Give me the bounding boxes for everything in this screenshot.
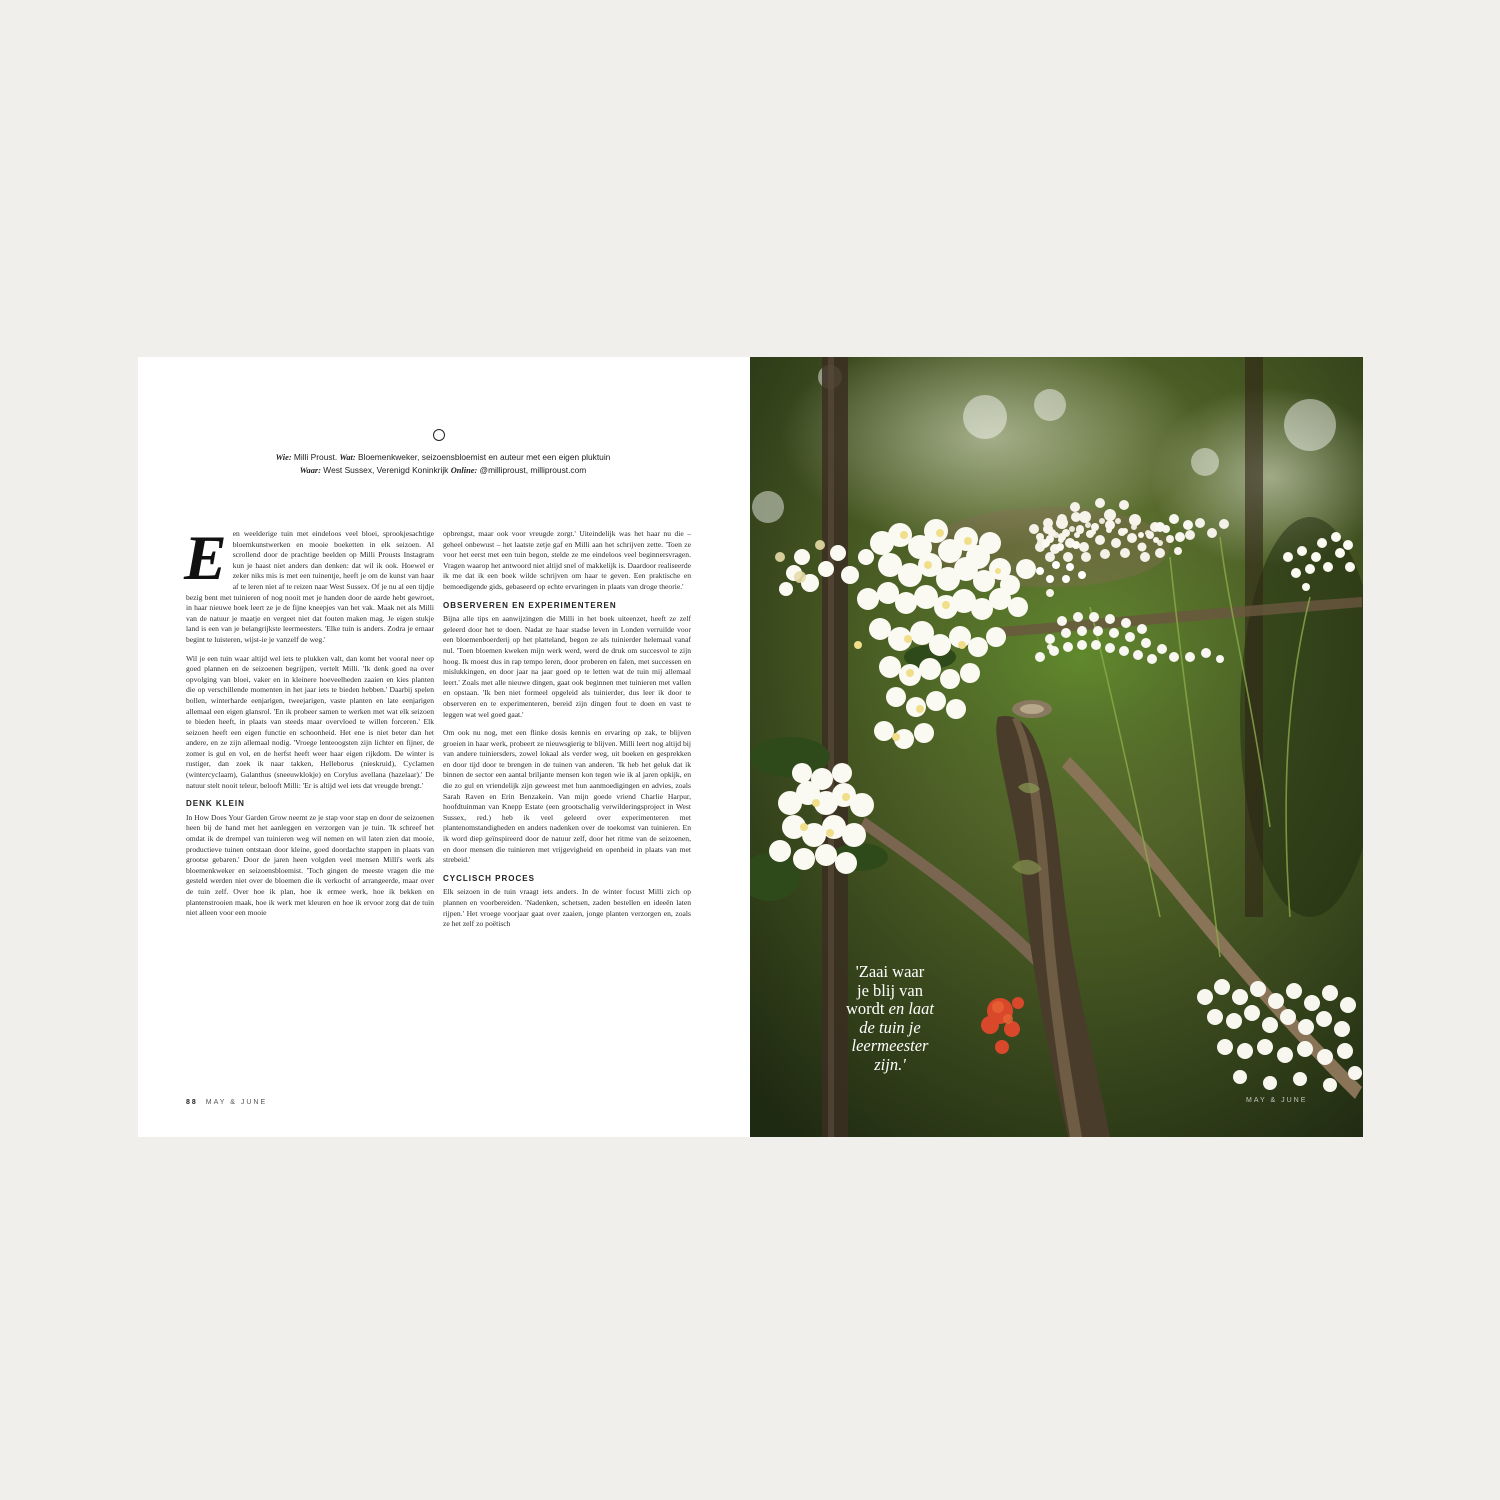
body-paragraph: In How Does Your Garden Grow neemt ze je stap voor stap en door de seizoenen heen bij de hand met het aanleggen en verzorgen van je tuin. 'Ik schreef het omdat ik de drempel van tuinieren weg wil nemen en wil laten zien dat mooie, productieve tuinen ontstaan door kleine, goed doordachte stappen in plaats van grootse gebaren.' Door de jaren heen volgden veel mensen Milli's werk als bloemenkweker en seizoensbloemist. 'Toch gingen de meeste vragen die me gesteld werden niet over de bloemen die ik verkocht of arrangeerde, maar over de tuin zelf. Over hoe ik plan, hoe ik ermee werk, hoe ik bekken en plantenstrooien maak, hoe ik werk met kleuren en hoe ik ervoor zorg dat de tuin niet alleen voor een mooie <box>186 812 434 918</box>
subheading-observeren: OBSERVEREN EN EXPERIMENTEREN <box>443 600 617 610</box>
quote-line-3b: en laat <box>888 999 934 1018</box>
pull-quote <box>832 963 948 1074</box>
body-paragraph: Om ook nu nog, met een flinke dosis kennis en ervaring op zak, te blijven groeien in haar werk, probeert ze nieuwsgierig te blijven. Milli leert nog altijd bij van andere tuiniersders, zowel lokaal als verder weg, uit boeken en gesprekken en door tijd door te brengen in de tuinen van anderen. 'Ik heb het geluk dat ik binnen de sector een aantal briljante mensen kon tegen wie ik al jaren opkijk, en die zo gul en vriendelijk zijn geweest met hun aanmoedigingen en advies, zoals Sarah Raven en Erin Benzakein. Van mijn goede vriend Charlie Harpur, hoofdtuinman van Knepp Estate (een grootschalig verwilderingsproject in West Sussex, red.) heb ik veel geleerd over experimenteren met plantenomstandigheden en anders nadenken over de toekomst van tuinieren. En ik word diep geïnspireerd door de natuur zelf, door het ritme van de seizoenen, en door mensen die tuinieren met vrijgevigheid en openheid in plaats van met strebeid.' <box>443 728 691 865</box>
meta-value-what: Bloemenkweker, seizoensbloemist en auteur met een eigen pluktuin <box>355 452 611 462</box>
issue-label: MAY & JUNE <box>205 1099 268 1106</box>
text-column-1 <box>184 522 434 927</box>
meta-value-where: West Sussex, Verenigd Koninkrijk <box>320 465 451 475</box>
folio-left <box>186 1099 267 1106</box>
folio-right: MAY & JUNE <box>1246 1097 1308 1104</box>
drop-cap: E <box>184 522 227 593</box>
right-page <box>750 357 1363 1137</box>
body-paragraph: Bijna alle tips en aanwijzingen die Milli in het boek uiteenzet, heeft ze zelf geleerd door het te doen. Nadat ze haar stadse leven in Londen verruilde voor een bloemenboerderij op het platteland, begon ze als tuinierder helemaal vanaf nul. 'Toen bloemen kweken mijn werk werd, werd de druk om succesvol te zijn hoog. Ik moest dus in rap tempo leren, door proberen en falen, met successen en mislukkingen, en door jaar na jaar goed op te letten wat de tuin mij allemaal leert.' Zoals met alle nieuwe dingen, gaat ook beginnen met tuinieren met vallen en opstaan. 'Ik ben niet formeel opgeleid als tuinierder, dus leer ik door te observeren en te experimenteren, bereid zijn dingen fout te doen en vast te leggen wat wel goed gaat.' <box>443 614 691 719</box>
quote-line-6: zijn.' <box>874 1054 906 1074</box>
meta-line-2 <box>178 464 708 477</box>
intro-paragraph <box>184 522 434 646</box>
subheading-denk-klein: DENK KLEIN <box>186 799 245 809</box>
body-paragraph: Elk seizoen in de tuin vraagt iets anders. In de winter focust Milli zich op plannen en voorbereiden. 'Nadenken, schetsen, zaden bestellen en ideeën laten rijpen.' Het vroege voorjaar gaat over zaaien, jonge planten verzorgen en, zoals ze het zelf zo poëtisch <box>443 887 691 929</box>
quote-line-4: de tuin je <box>859 1017 921 1037</box>
quote-line-2: je blij van <box>857 980 923 1000</box>
meta-value-online: @milliproust, milliproust.com <box>477 465 587 475</box>
text-column-2 <box>443 529 691 938</box>
left-page <box>138 357 750 1137</box>
meta-label-online: Online: <box>450 466 478 475</box>
intro-text: en weelderige tuin met eindeloos veel bloei, sprookjesachtige bloemkunstwerken en mooie boeketten in elk seizoen. Al scrollend door de prachtige beelden op Milli Prousts Instagram kun je haast niet anders dan denken: dat wil ik ook. Hoewel er zeker niks mis is met een tuinentje, heeft je om de kunst van haar af te leren niet af te reizen naar West Sussex. Of je nu al een tijdje bezig bent met tuinieren of nog nooit met je handen door de aarde hebt gewroet, in haar nieuwe boek leert ze je de fijne kneepjes van het vak. Maak net als Milli van de natuur je maatje en vergeet niet dat fouten maken mag. Je eigen stukje land is een van je belangrijkste leermeesters. 'Elke tuin is anders. Zodra je ernaar begint te luisteren, wijst-ie je vanzelf de weg.' <box>186 529 434 644</box>
page-number: 88 <box>186 1099 198 1106</box>
quote-line-3a: wordt <box>846 999 889 1018</box>
article-meta <box>178 451 708 477</box>
meta-label-what: Wat: <box>339 453 356 462</box>
meta-line-1 <box>178 451 708 464</box>
body-paragraph: Wil je een tuin waar altijd wel iets te plukken valt, dan komt het vooral neer op goed plannen en de seizoenen begrijpen, vertelt Milli. 'Ik denk goed na over opvolging van bloei, vaker en in kleinere hoeveelheden zaaien en kies planten die op verschillende momenten in het jaar iets te bieden hebben.' Daarbij spelen bollen, winterharde eenjarigen, tweejarigen, vaste planten en late eenjarigen allemaal een eigen glansrol. 'En ik probeer samen te werken met wat elk seizoen te bieden heeft, in plaats van steeds maar overvloed te willen forceren.' Elk seizoen heeft een eigen functie en schoonheid. Het ene is niet beter dan het andere, en ze zijn allemaal nodig. 'Vroege lenteoogsten zijn lichter en fijner, de zomer is gul en vol, en de herfst heeft weer haar eigen rijkdom. De winter is rustiger, dan zoek ik naar takken, Helleborus (nieskruid), Cyclamen (wintercyclaam), Galanthus (sneeuwklokje) en Corylus avellana (hazelaar).' De natuur stelt nooit teleur, belooft Milli: 'Er is altijd wel iets dat vreugde brengt.' <box>186 653 434 790</box>
meta-value-who: Milli Proust. <box>291 452 340 462</box>
subheading-cyclisch: CYCLISCH PROCES <box>443 873 535 883</box>
meta-label-where: Waar: <box>299 466 321 475</box>
circle-logo-icon <box>433 429 445 441</box>
body-paragraph: opbrengst, maar ook voor vreugde zorgt.' Uiteindelijk was het haar nu die – geheel onbewust – het laatste zetje gaf en Milli aan het schrijven zette. 'Toen ze voor het eerst met een tuin begon, stelde ze me eindeloos veel beginnersvragen. Vragen waarop het antwoord niet altijd snel of makkelijk is. Daardoor realiseerde ik me dat ik een boek wilde schrijven om haar te geven. Een praktische en bemoedigende gids, gebaseerd op echte ervaringen in plaats van droge theorie.' <box>443 529 691 591</box>
magazine-spread <box>138 357 1363 1137</box>
quote-line-5: leermeester <box>851 1036 929 1055</box>
quote-line-3 <box>832 1000 948 1019</box>
quote-line-1: 'Zaai waar <box>855 962 925 981</box>
meta-label-who: Wie: <box>275 453 292 462</box>
